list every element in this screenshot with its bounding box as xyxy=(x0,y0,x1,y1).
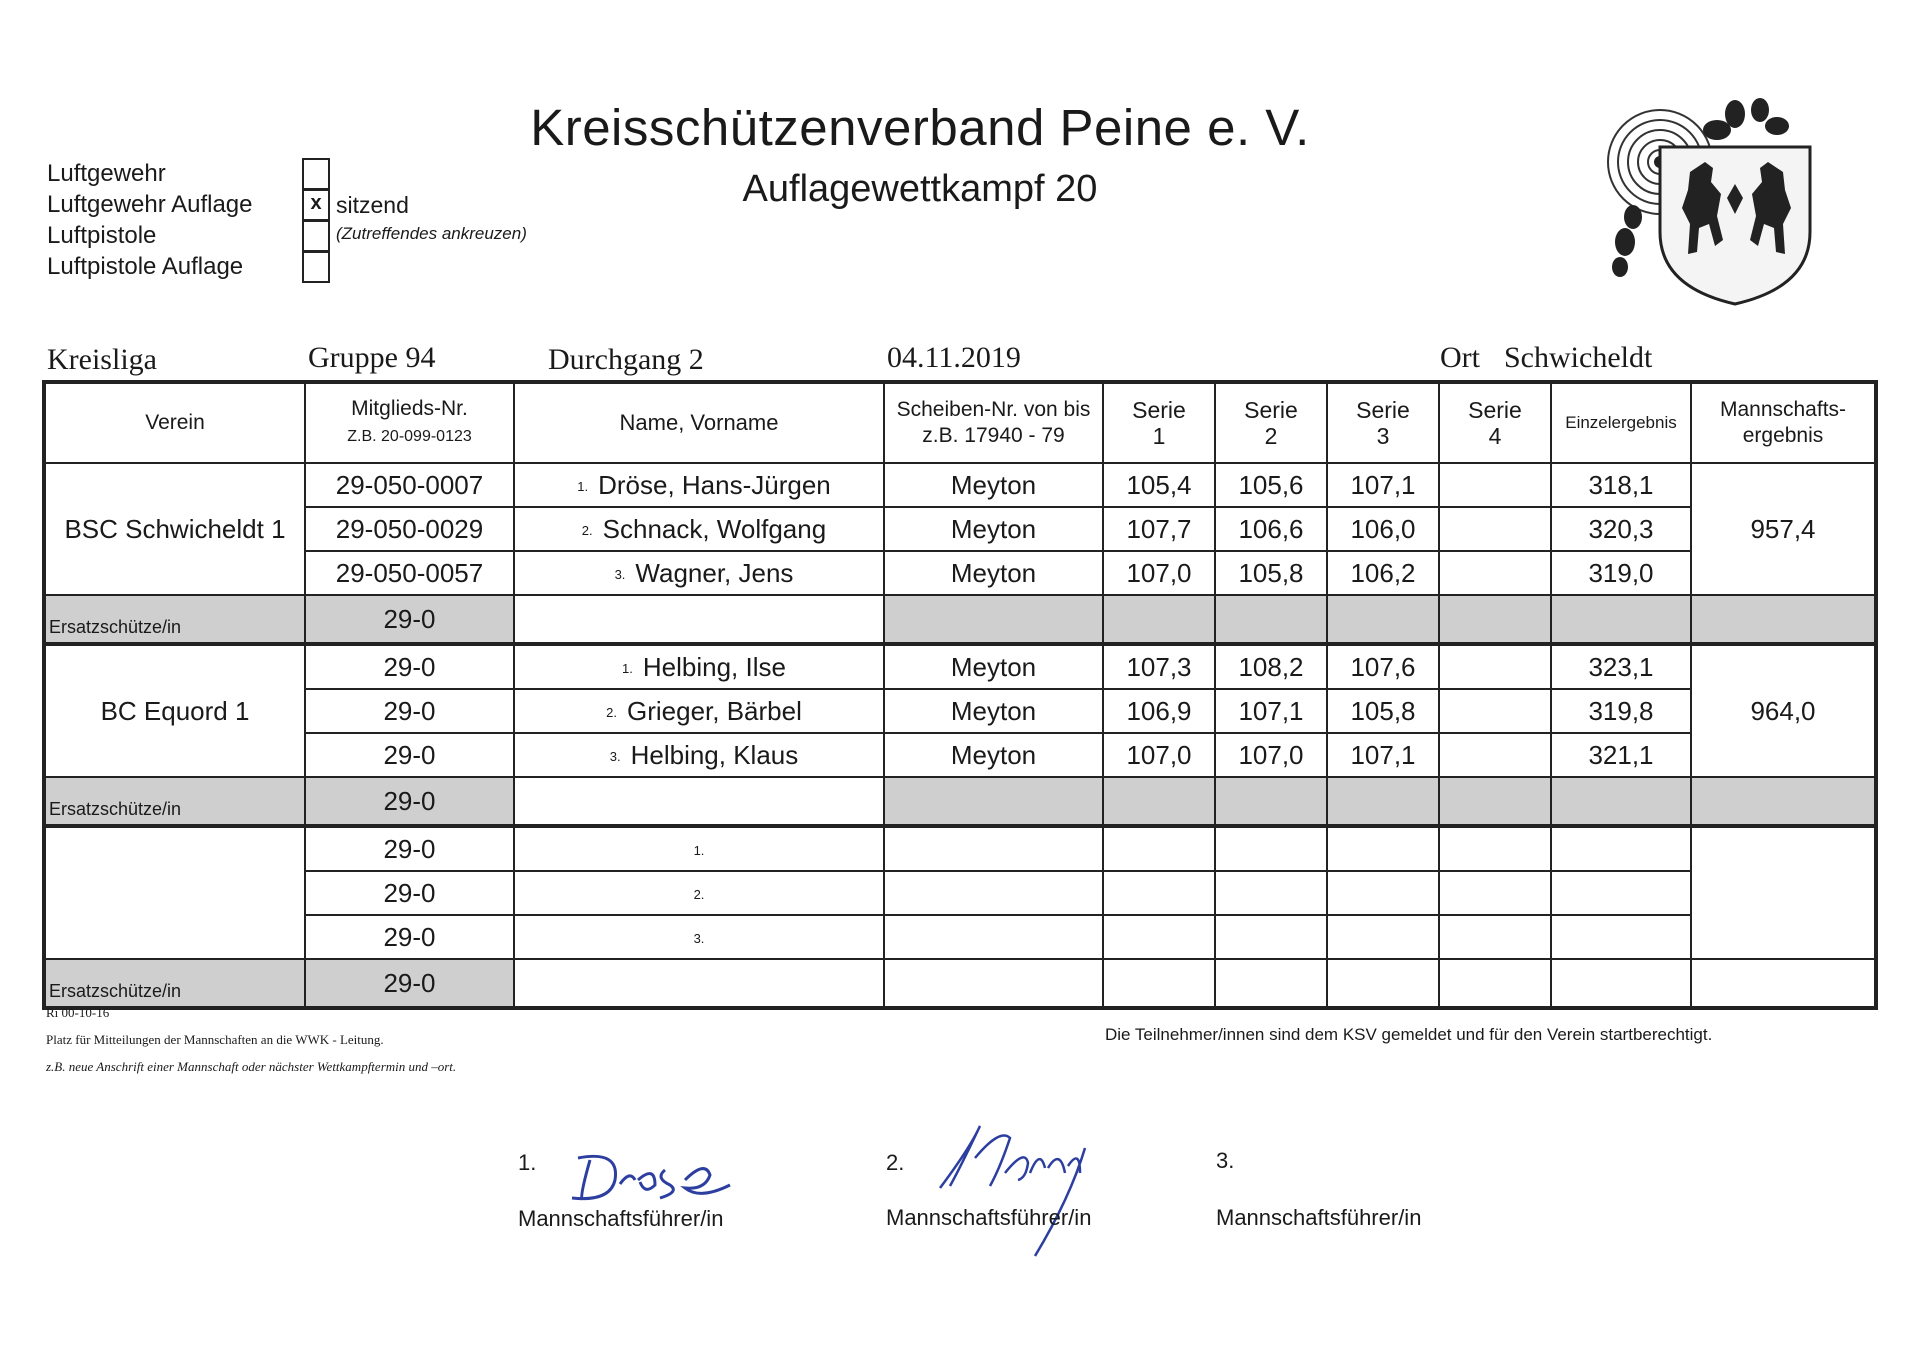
serie-1 xyxy=(1103,871,1215,915)
header-mannschaft-line1: Mannschafts- xyxy=(1719,398,1847,421)
serie-1: 105,4 xyxy=(1103,463,1215,507)
header-mnr-line1: Mitglieds-Nr. xyxy=(351,397,468,420)
table-row xyxy=(44,689,1876,733)
ersatz-cell xyxy=(1215,777,1327,826)
signature-2-num: 2. xyxy=(886,1150,905,1175)
header-serie-num: 2 xyxy=(1264,423,1278,449)
shooter-name-cell xyxy=(514,551,884,595)
header-serie-1 xyxy=(1103,382,1215,463)
serie-4 xyxy=(1439,551,1551,595)
member-nr: 29-050-0007 xyxy=(305,463,514,507)
table-row xyxy=(44,871,1876,915)
ersatz-cell xyxy=(1103,595,1215,644)
shooter-name-cell xyxy=(514,644,884,689)
ersatz-cell xyxy=(1327,959,1439,1008)
serie-4 xyxy=(1439,463,1551,507)
ersatz-row xyxy=(44,959,1876,1008)
table-row xyxy=(44,915,1876,959)
serie-2: 105,6 xyxy=(1215,463,1327,507)
ersatz-cell xyxy=(1551,595,1691,644)
serie-3: 107,1 xyxy=(1327,733,1439,777)
ersatz-cell xyxy=(1327,595,1439,644)
header-serie-num: 4 xyxy=(1488,423,1502,449)
member-nr: 29-0 xyxy=(305,644,514,689)
header-mnr-line2: Z.B. 20-099-0123 xyxy=(347,428,472,445)
category-note: sitzend xyxy=(336,192,409,218)
header-serie-3 xyxy=(1327,382,1439,463)
header-mannschaftsergebnis xyxy=(1691,382,1876,463)
shooter-num: 3. xyxy=(693,931,705,947)
header-mannschaft-line2: ergebnis xyxy=(1742,424,1824,447)
signature-3-num: 3. xyxy=(1216,1148,1235,1173)
ersatz-label: Ersatzschütze/in xyxy=(44,959,305,1008)
shooter-name: Dröse, Hans-Jürgen xyxy=(598,469,831,500)
member-nr: 29-0 xyxy=(305,915,514,959)
shooter-num: 3. xyxy=(609,749,621,765)
serie-3 xyxy=(1327,871,1439,915)
scheiben: Meyton xyxy=(884,507,1103,551)
ersatz-cell xyxy=(1439,959,1551,1008)
einzelergebnis: 320,3 xyxy=(1551,507,1691,551)
table-row xyxy=(44,551,1876,595)
signature-1-num: 1. xyxy=(518,1150,537,1175)
ersatz-row xyxy=(44,777,1876,826)
team-verein xyxy=(44,826,305,959)
serie-1: 107,3 xyxy=(1103,644,1215,689)
checkbox-luftpistole[interactable] xyxy=(302,220,330,252)
datum: 04.11.2019 xyxy=(887,341,1021,374)
serie-3: 106,2 xyxy=(1327,551,1439,595)
category-label-luftpistole-auflage: Luftpistole Auflage xyxy=(47,253,244,280)
ersatz-label: Ersatzschütze/in xyxy=(44,777,305,826)
header-serie-4 xyxy=(1439,382,1551,463)
header-name: Name, Vorname xyxy=(514,382,884,463)
shooter-name: Helbing, Klaus xyxy=(630,739,799,770)
ersatz-name xyxy=(514,777,884,826)
scheiben: Meyton xyxy=(884,551,1103,595)
serie-4 xyxy=(1439,871,1551,915)
ersatz-cell xyxy=(884,595,1103,644)
ort: Schwicheldt xyxy=(1504,341,1653,374)
shooter-name: Helbing, Ilse xyxy=(642,651,786,682)
header-scheiben-line2: z.B. 17940 - 79 xyxy=(922,424,1065,447)
checkbox-luftgewehr-auflage[interactable]: x xyxy=(302,189,330,221)
shooter-num: 2. xyxy=(606,705,617,721)
serie-1 xyxy=(1103,915,1215,959)
checkbox-luftpistole-auflage[interactable] xyxy=(302,251,330,283)
ksv-note: Die Teilnehmer/innen sind dem KSV gemeldet und für den Verein startberechtigt. xyxy=(1105,1025,1713,1044)
header-serie-num: 3 xyxy=(1376,423,1390,449)
shooter-num: 2. xyxy=(693,887,705,903)
scheiben: Meyton xyxy=(884,733,1103,777)
signature-1-label: Mannschaftsführer/in xyxy=(518,1206,724,1231)
shooter-name-cell xyxy=(514,915,884,959)
category-label-luftpistole: Luftpistole xyxy=(47,222,157,249)
table-row xyxy=(44,733,1876,777)
signature-3-label: Mannschaftsführer/in xyxy=(1216,1205,1422,1230)
member-nr: 29-050-0057 xyxy=(305,551,514,595)
shooter-name: Grieger, Bärbel xyxy=(626,695,802,726)
results-table xyxy=(42,380,1878,1010)
team-result xyxy=(1691,826,1876,959)
shooter-name: Wagner, Jens xyxy=(635,557,794,588)
durchgang: Durchgang 2 xyxy=(548,343,704,376)
footer-note-1: Platz für Mitteilungen der Mannschaften an die WWK - Leitung. xyxy=(46,1032,384,1047)
serie-2: 105,8 xyxy=(1215,551,1327,595)
serie-1: 107,0 xyxy=(1103,733,1215,777)
serie-2 xyxy=(1215,915,1327,959)
serie-3: 107,1 xyxy=(1327,463,1439,507)
member-nr: 29-0 xyxy=(305,826,514,871)
category-label-luftgewehr: Luftgewehr xyxy=(47,160,166,187)
shooter-num: 1. xyxy=(693,843,705,859)
header-serie-label: Serie xyxy=(1356,397,1410,423)
gruppe: Gruppe 94 xyxy=(308,341,436,374)
liga: Kreisliga xyxy=(47,343,157,376)
serie-2 xyxy=(1215,871,1327,915)
member-nr: 29-0 xyxy=(305,689,514,733)
einzelergebnis: 319,8 xyxy=(1551,689,1691,733)
ersatz-cell xyxy=(1215,595,1327,644)
serie-4 xyxy=(1439,689,1551,733)
page-subtitle: Auflagewettkampf 20 xyxy=(742,168,1098,210)
einzelergebnis: 323,1 xyxy=(1551,644,1691,689)
serie-4 xyxy=(1439,826,1551,871)
ersatz-cell xyxy=(1439,595,1551,644)
ersatz-cell xyxy=(884,959,1103,1008)
coat-of-arms-logo xyxy=(1605,92,1825,312)
shooter-name-cell xyxy=(514,826,884,871)
ersatz-member-nr: 29-0 xyxy=(305,595,514,644)
header-serie-label: Serie xyxy=(1244,397,1298,423)
ersatz-name xyxy=(514,959,884,1008)
serie-2 xyxy=(1215,826,1327,871)
einzelergebnis xyxy=(1551,915,1691,959)
shooter-num: 1. xyxy=(622,661,633,677)
ersatz-cell xyxy=(1551,777,1691,826)
header-einzelergebnis: Einzelergebnis xyxy=(1551,382,1691,463)
serie-3 xyxy=(1327,826,1439,871)
serie-1: 107,0 xyxy=(1103,551,1215,595)
scheiben: Meyton xyxy=(884,689,1103,733)
table-header-row xyxy=(44,382,1876,463)
serie-2: 106,6 xyxy=(1215,507,1327,551)
scheiben: Meyton xyxy=(884,463,1103,507)
serie-2: 108,2 xyxy=(1215,644,1327,689)
ersatz-label: Ersatzschütze/in xyxy=(44,595,305,644)
ersatz-cell xyxy=(1551,959,1691,1008)
serie-2: 107,1 xyxy=(1215,689,1327,733)
serie-1 xyxy=(1103,826,1215,871)
ersatz-member-nr: 29-0 xyxy=(305,959,514,1008)
einzelergebnis xyxy=(1551,871,1691,915)
shooter-name: Schnack, Wolfgang xyxy=(602,513,827,544)
shooter-num: 1. xyxy=(577,479,589,495)
ersatz-cell xyxy=(1103,777,1215,826)
signature-2-image xyxy=(930,1118,1120,1258)
checkbox-luftgewehr[interactable] xyxy=(302,158,330,190)
member-nr: 29-0 xyxy=(305,871,514,915)
table-row xyxy=(44,463,1876,507)
member-nr: 29-050-0029 xyxy=(305,507,514,551)
footer-note-2: z.B. neue Anschrift einer Mannschaft oder nächster Wettkampftermin und –ort. xyxy=(46,1059,457,1074)
table-row xyxy=(44,507,1876,551)
ersatz-cell xyxy=(1103,959,1215,1008)
category-hint: (Zutreffendes ankreuzen) xyxy=(336,224,527,243)
serie-3: 105,8 xyxy=(1327,689,1439,733)
ersatz-cell xyxy=(1691,959,1876,1008)
member-nr: 29-0 xyxy=(305,733,514,777)
shooter-name-cell xyxy=(514,733,884,777)
einzelergebnis: 321,1 xyxy=(1551,733,1691,777)
ersatz-member-nr: 29-0 xyxy=(305,777,514,826)
team-result: 964,0 xyxy=(1691,644,1876,777)
shooter-name-cell xyxy=(514,871,884,915)
header-serie-label: Serie xyxy=(1468,397,1522,423)
scheiben: Meyton xyxy=(884,644,1103,689)
einzelergebnis: 319,0 xyxy=(1551,551,1691,595)
table-row xyxy=(44,826,1876,871)
serie-4 xyxy=(1439,644,1551,689)
ersatz-row xyxy=(44,595,1876,644)
signature-1-image xyxy=(560,1140,735,1210)
form-code: Ri 00-10-16 xyxy=(46,1005,110,1020)
shooter-name-cell xyxy=(514,507,884,551)
ersatz-cell xyxy=(1691,777,1876,826)
header-serie-label: Serie xyxy=(1132,397,1186,423)
serie-4 xyxy=(1439,733,1551,777)
serie-4 xyxy=(1439,915,1551,959)
team-verein: BC Equord 1 xyxy=(44,644,305,777)
einzelergebnis: 318,1 xyxy=(1551,463,1691,507)
ersatz-cell xyxy=(884,777,1103,826)
category-label-luftgewehr-auflage: Luftgewehr Auflage xyxy=(47,191,253,218)
signature-2-label: Mannschaftsführer/in xyxy=(886,1205,1092,1230)
team-verein: BSC Schwicheldt 1 xyxy=(44,463,305,595)
header-scheiben-line1: Scheiben-Nr. von bis xyxy=(896,398,1091,421)
serie-3 xyxy=(1327,915,1439,959)
header-mitglieds-nr xyxy=(305,382,514,463)
serie-4 xyxy=(1439,507,1551,551)
ersatz-cell xyxy=(1439,777,1551,826)
ersatz-cell xyxy=(1691,595,1876,644)
serie-3: 106,0 xyxy=(1327,507,1439,551)
serie-2: 107,0 xyxy=(1215,733,1327,777)
serie-3: 107,6 xyxy=(1327,644,1439,689)
shooter-num: 2. xyxy=(581,523,593,539)
page-title: Kreisschützenverband Peine e. V. xyxy=(530,99,1310,156)
team-result: 957,4 xyxy=(1691,463,1876,595)
header-serie-num: 1 xyxy=(1152,423,1166,449)
shooter-name-cell xyxy=(514,689,884,733)
ersatz-cell xyxy=(1327,777,1439,826)
ort-label: Ort xyxy=(1440,341,1480,374)
serie-1: 106,9 xyxy=(1103,689,1215,733)
ersatz-name xyxy=(514,595,884,644)
header-verein: Verein xyxy=(44,382,305,463)
ersatz-cell xyxy=(1215,959,1327,1008)
einzelergebnis xyxy=(1551,826,1691,871)
scheiben xyxy=(884,826,1103,871)
scheiben xyxy=(884,915,1103,959)
table-row xyxy=(44,644,1876,689)
header-scheiben xyxy=(884,382,1103,463)
header-serie-2 xyxy=(1215,382,1327,463)
scheiben xyxy=(884,871,1103,915)
shooter-num: 3. xyxy=(614,567,626,583)
shooter-name-cell xyxy=(514,463,884,507)
serie-1: 107,7 xyxy=(1103,507,1215,551)
